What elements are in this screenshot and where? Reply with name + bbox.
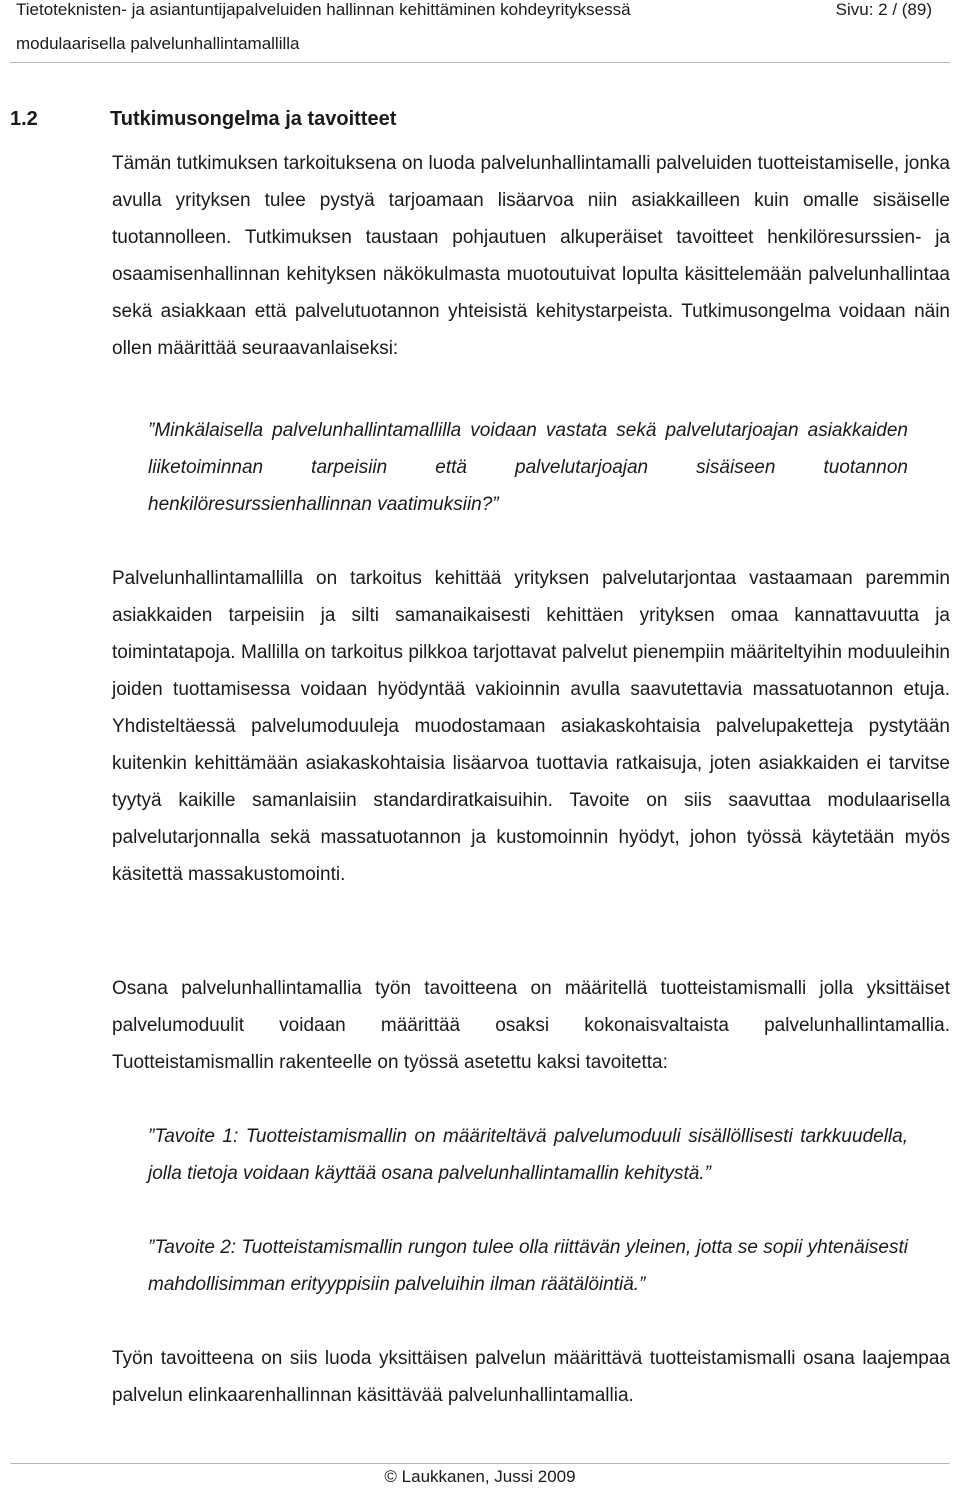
goal-2-quote: ”Tavoite 2: Tuotteistamismallin rungon tulee olla riittävän yleinen, jotta se sopii yhtenäisesti mahdollisimman erityyppisiin palveluihin ilman räätälöintiä.” [148,1237,908,1295]
footer-divider [10,1463,950,1464]
body-paragraph-productization: Osana palvelunhallintamallia työn tavoitteena on määritellä tuotteistamismalli jolla yksittäiset palvelumoduulit voidaan määrittää osaksi kokonaisvaltaista palvelunhallintamallia. Tuotteistamismallin rakenteelle on työssä asetettu kaksi tavoitetta: [112,978,950,1073]
goal-1-quote: ”Tavoite 1: Tuotteistamismallin on määriteltävä palvelumoduuli sisällöllisesti tarkkuudella, jolla tietoja voidaan käyttää osana palvelunhallintamallin kehitystä.” [148,1126,908,1184]
document-subtitle: modulaarisella palvelunhallintamallilla [16,34,300,53]
section-heading [10,105,396,133]
research-question-quote: ”Minkälaisella palvelunhallintamallilla voidaan vastata sekä palvelutarjoajan asiakkaiden liiketoiminnan tarpeisiin että palvelutarjoajan sisäiseen tuotannon henkilöresurssienhallinnan vaatimuksiin?” [148,420,908,515]
body-paragraph-conclusion: Työn tavoitteena on siis luoda yksittäisen palvelun määrittävä tuotteistamismalli osana laajempaa palvelun elinkaarenhallinnan käsittävää palvelunhallintamallia. [112,1348,950,1406]
page-header [10,0,950,63]
page-number: Sivu: 2 / (89) [835,0,932,19]
section-title: Tutkimusongelma ja tavoitteet [110,108,397,130]
body-paragraph-model: Palvelunhallintamallilla on tarkoitus kehittää yrityksen palvelutarjontaa vastaamaan paremmin asiakkaiden tarpeisiin ja silti samanaikaisesti kehittäen yrityksen omaa kannattavuutta ja toimintatapoja. Mallilla on tarkoitus pilkkoa tarjottavat palvelut pienempiin määriteltyihin moduuleihin joiden tuottamisessa voidaan hyödyntää vakioinnin avulla saavutettavia massatuotannon etuja. Yhdisteltäessä palvelumoduuleja muodostamaan asiakaskohtaisia palvelupaketteja pystytään kuitenkin kehittämään asiakaskohtaisia lisäarvoa tuottavia ratkaisuja, joten asiakkaiden ei tarvitse tyytyä kaikille samanlaisiin standardiratkaisuihin. Tavoite on siis saavuttaa modulaarisella palvelutarjonnalla sekä massatuotannon ja kustomoinnin hyödyt, johon työssä käytetään myös käsitettä massakustomointi. [112,568,950,885]
document-title: Tietoteknisten- ja asiantuntijapalveluiden hallinnan kehittäminen kohdeyrityksessä [16,0,631,19]
section-number: 1.2 [10,108,38,130]
body-paragraph-intro: Tämän tutkimuksen tarkoituksena on luoda palvelunhallintamalli palveluiden tuotteistamiselle, jonka avulla yrityksen tulee pystyä tarjoamaan lisäarvoa niin asiakkailleen kuin omalle sisäiselle tuotannolleen. Tutkimuksen taustaan pohjautuen alkuperäiset tavoitteet henkilöresurssien- ja osaamisenhallinnan kehityksen näkökulmasta muotoutuivat lopulta käsittelemään palvelunhallintaa sekä asiakkaan että palvelutuotannon yhteisistä kehitystarpeista. Tutkimusongelma voidaan näin ollen määrittää seuraavanlaiseksi: [112,153,950,359]
footer-copyright: © Laukkanen, Jussi 2009 [384,1467,576,1486]
